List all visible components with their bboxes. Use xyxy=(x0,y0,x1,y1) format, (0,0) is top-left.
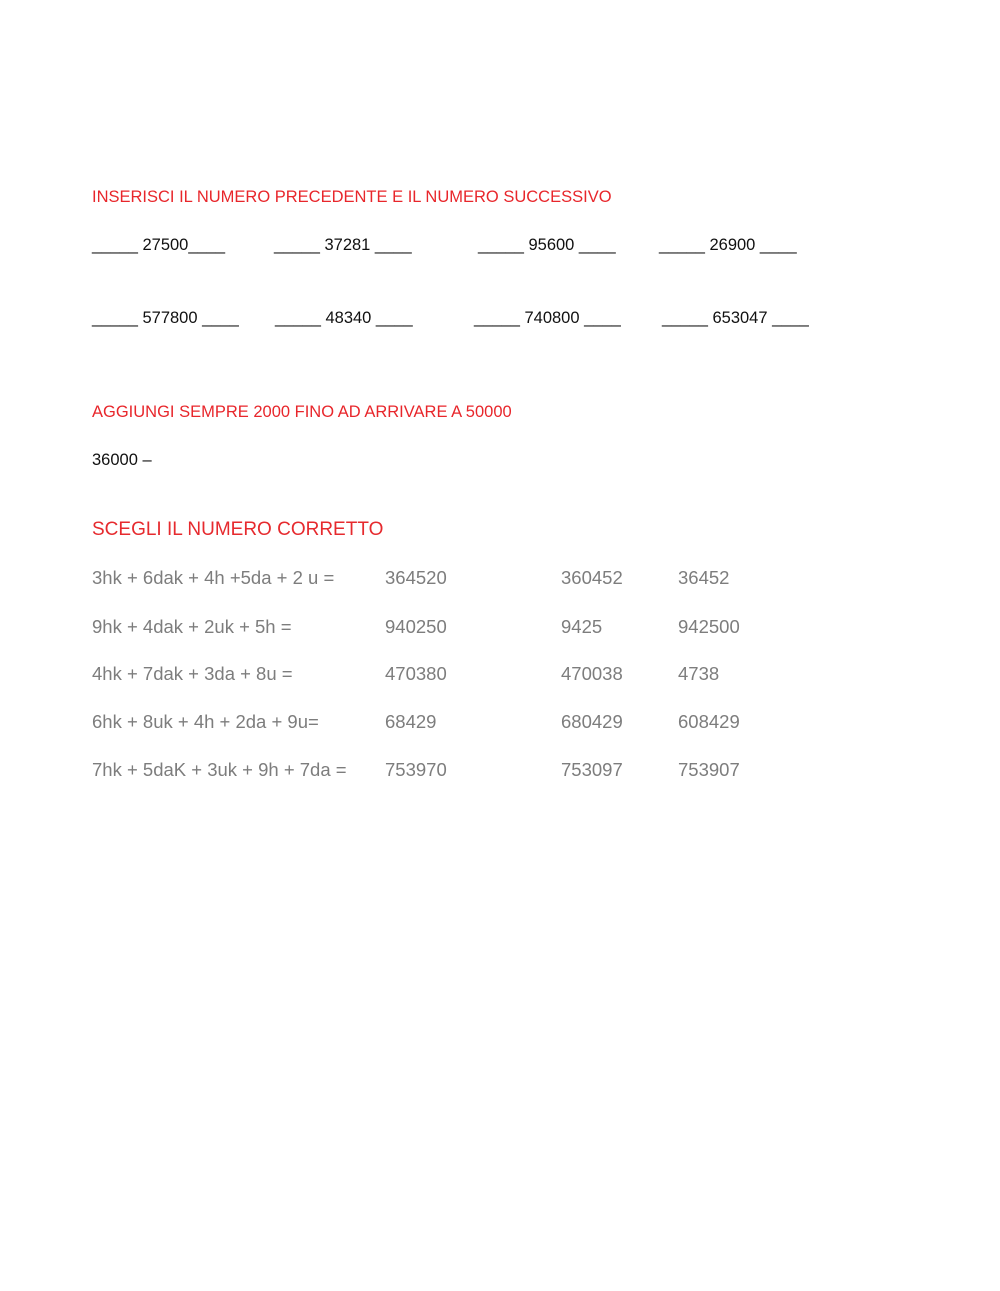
answer-option[interactable]: 470038 xyxy=(561,663,623,684)
number-item: _____ 740800 ____ xyxy=(474,309,621,327)
answer-option[interactable]: 9425 xyxy=(561,616,603,637)
answer-option[interactable]: 942500 xyxy=(678,616,740,637)
answer-option[interactable]: 753970 xyxy=(385,759,447,780)
answer-option[interactable]: 364520 xyxy=(385,567,447,588)
answer-option[interactable]: 36452 xyxy=(678,567,730,588)
sequence-start: 36000 – xyxy=(92,451,152,469)
number-item: _____ 27500____ xyxy=(92,236,226,254)
number-row-2 xyxy=(0,309,1000,333)
number-item: _____ 577800 ____ xyxy=(92,309,239,327)
number-item: _____ 48340 ____ xyxy=(275,309,413,327)
answer-option[interactable]: 360452 xyxy=(561,567,623,588)
answer-option[interactable]: 68429 xyxy=(385,711,437,732)
answer-option[interactable]: 753907 xyxy=(678,759,740,780)
answer-option[interactable]: 680429 xyxy=(561,711,623,732)
question-expression: 3hk + 6dak + 4h +5da + 2 u = xyxy=(92,567,335,588)
question-row xyxy=(0,759,1000,785)
answer-option[interactable]: 470380 xyxy=(385,663,447,684)
answer-option[interactable]: 753097 xyxy=(561,759,623,780)
number-item: _____ 37281 ____ xyxy=(274,236,412,254)
number-item: _____ 26900 ____ xyxy=(659,236,797,254)
answer-option[interactable]: 608429 xyxy=(678,711,740,732)
question-row xyxy=(0,663,1000,689)
question-row xyxy=(0,567,1000,593)
question-expression: 4hk + 7dak + 3da + 8u = xyxy=(92,663,293,684)
number-item: _____ 653047 ____ xyxy=(662,309,809,327)
answer-option[interactable]: 940250 xyxy=(385,616,447,637)
section-title-precedente-successivo: INSERISCI IL NUMERO PRECEDENTE E IL NUMERO SUCCESSIVO xyxy=(92,188,612,206)
section-title-aggiungi: AGGIUNGI SEMPRE 2000 FINO AD ARRIVARE A 50000 xyxy=(92,403,512,421)
question-row xyxy=(0,711,1000,737)
question-expression: 9hk + 4dak + 2uk + 5h = xyxy=(92,616,292,637)
question-expression: 7hk + 5daK + 3uk + 9h + 7da = xyxy=(92,759,347,780)
number-row-1 xyxy=(0,236,1000,260)
question-expression: 6hk + 8uk + 4h + 2da + 9u= xyxy=(92,711,319,732)
section-title-scegli: SCEGLI IL NUMERO CORRETTO xyxy=(92,519,384,540)
answer-option[interactable]: 4738 xyxy=(678,663,720,684)
question-row xyxy=(0,616,1000,642)
number-item: _____ 95600 ____ xyxy=(478,236,616,254)
